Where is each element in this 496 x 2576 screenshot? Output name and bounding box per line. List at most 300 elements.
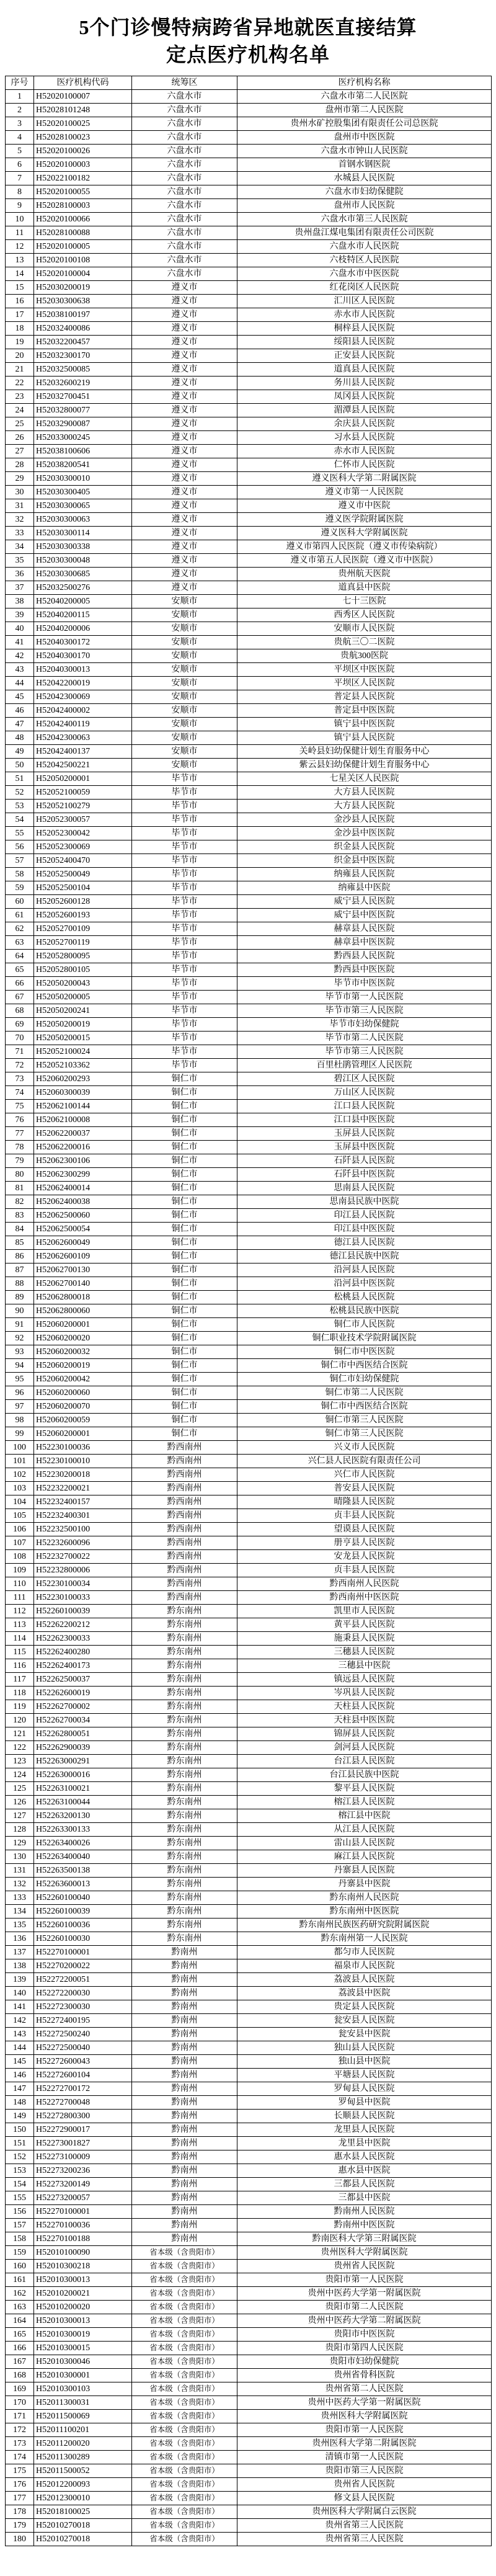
row-institution-name: 惠水县中医院: [237, 2164, 492, 2178]
row-institution-name: 毕节市中医医院: [237, 977, 492, 991]
row-index: 62: [6, 922, 34, 936]
row-region: 遵义市: [132, 336, 237, 349]
row-index: 89: [6, 1291, 34, 1304]
row-region: 六盘水市: [132, 213, 237, 226]
row-institution-code: H52052400470: [34, 854, 132, 868]
row-index: 34: [6, 540, 34, 554]
row-index: 138: [6, 1959, 34, 1973]
row-institution-name: 麻江县人民医院: [237, 1850, 492, 1864]
row-institution-code: H52042400137: [34, 745, 132, 759]
table-row: [6, 1004, 492, 1018]
row-region: 遵义市: [132, 458, 237, 472]
row-region: 毕节市: [132, 786, 237, 800]
row-index: 151: [6, 2137, 34, 2150]
row-institution-name: 贵阳市第二人民医院: [237, 2301, 492, 2314]
row-institution-code: H52060200060: [34, 1386, 132, 1400]
row-institution-code: H52272200030: [34, 1987, 132, 2000]
row-index: 29: [6, 472, 34, 486]
row-institution-code: H52263600013: [34, 1878, 132, 1891]
row-index: 100: [6, 1441, 34, 1455]
row-institution-code: H52060200001: [34, 1427, 132, 1441]
row-region: 省本级（含贵阳市）: [132, 2478, 237, 2492]
table-row: [6, 827, 492, 840]
row-institution-name: 西秀区人民医院: [237, 608, 492, 622]
row-region: 铜仁市: [132, 1195, 237, 1209]
row-region: 黔东南州: [132, 1932, 237, 1946]
row-region: 毕节市: [132, 922, 237, 936]
row-institution-name: 江口县中医医院: [237, 1113, 492, 1127]
table-row: [6, 1591, 492, 1605]
row-institution-name: 贵州医科大学附属医院: [237, 2246, 492, 2260]
table-row: [6, 1113, 492, 1127]
row-region: 遵义市: [132, 581, 237, 595]
row-institution-name: 清镇市第一人民医院: [237, 2451, 492, 2464]
table-row: [6, 1182, 492, 1195]
row-index: 63: [6, 936, 34, 950]
table-row: [6, 840, 492, 854]
row-institution-name: 黔西县中医医院: [237, 963, 492, 977]
row-region: 六盘水市: [132, 267, 237, 281]
table-row: [6, 2301, 492, 2314]
row-institution-code: H52260100039: [34, 1905, 132, 1919]
row-region: 黔南州: [132, 2205, 237, 2219]
row-institution-name: 龙里县人民医院: [237, 2123, 492, 2137]
row-institution-code: H52273001827: [34, 2137, 132, 2150]
row-region: 黔南州: [132, 2191, 237, 2205]
row-institution-code: H52232800006: [34, 1564, 132, 1577]
row-institution-name: 思南县民族中医院: [237, 1195, 492, 1209]
row-index: 33: [6, 527, 34, 540]
row-index: 25: [6, 417, 34, 431]
row-region: 省本级（含贵阳市）: [132, 2464, 237, 2478]
table-row: [6, 786, 492, 800]
table-row: [6, 472, 492, 486]
row-index: 141: [6, 2000, 34, 2014]
row-region: 黔东南州: [132, 1796, 237, 1809]
row-index: 9: [6, 199, 34, 213]
row-index: 47: [6, 718, 34, 731]
row-index: 76: [6, 1113, 34, 1127]
row-region: 遵义市: [132, 377, 237, 390]
table-row: [6, 1495, 492, 1509]
row-institution-name: 晴隆县人民医院: [237, 1495, 492, 1509]
row-institution-code: H52020100025: [34, 117, 132, 131]
row-index: 60: [6, 895, 34, 909]
row-index: 70: [6, 1032, 34, 1045]
row-institution-name: 三都县人民医院: [237, 2178, 492, 2191]
table-row: [6, 1523, 492, 1536]
row-index: 178: [6, 2505, 34, 2519]
row-index: 43: [6, 663, 34, 677]
row-institution-name: 毕节市第一人民医院: [237, 991, 492, 1004]
table-row: [6, 1195, 492, 1209]
row-index: 162: [6, 2287, 34, 2301]
row-institution-code: H52010300013: [34, 2273, 132, 2287]
row-institution-code: H52270100001: [34, 1946, 132, 1959]
row-institution-code: H52062600109: [34, 1250, 132, 1263]
row-region: 遵义市: [132, 417, 237, 431]
row-region: 遵义市: [132, 308, 237, 322]
row-region: 黔东南州: [132, 1659, 237, 1673]
row-institution-name: 镇宁县人民医院: [237, 731, 492, 745]
row-institution-code: H52272800300: [34, 2110, 132, 2123]
row-region: 铜仁市: [132, 1127, 237, 1141]
row-institution-code: H52262600019: [34, 1687, 132, 1700]
row-institution-code: H52060200019: [34, 1359, 132, 1373]
row-index: 167: [6, 2355, 34, 2369]
row-institution-name: 沿河县中医医院: [237, 1277, 492, 1291]
row-institution-code: H52050200019: [34, 1018, 132, 1032]
table-row: [6, 2314, 492, 2328]
row-region: 黔东南州: [132, 1632, 237, 1646]
row-institution-code: H52270100188: [34, 2232, 132, 2246]
table-row: [6, 568, 492, 581]
row-institution-name: 织金县中医医院: [237, 854, 492, 868]
row-institution-name: 湄潭县人民医院: [237, 404, 492, 417]
row-institution-name: 平坝区中医医院: [237, 663, 492, 677]
table-row: [6, 1100, 492, 1113]
table-row: [6, 2110, 492, 2123]
row-institution-code: H52010300103: [34, 2382, 132, 2396]
table-row: [6, 1987, 492, 2000]
row-region: 铜仁市: [132, 1168, 237, 1182]
row-index: 143: [6, 2028, 34, 2041]
row-institution-code: H52262700034: [34, 1714, 132, 1727]
row-institution-code: H52052600193: [34, 909, 132, 922]
row-institution-name: 余庆县人民医院: [237, 417, 492, 431]
row-region: 毕节市: [132, 909, 237, 922]
row-region: 铜仁市: [132, 1100, 237, 1113]
row-institution-code: H52270100036: [34, 2219, 132, 2232]
table-row: [6, 363, 492, 377]
row-index: 31: [6, 499, 34, 513]
row-index: 116: [6, 1659, 34, 1673]
row-index: 161: [6, 2273, 34, 2287]
row-region: 黔西南州: [132, 1564, 237, 1577]
row-institution-code: H52263100021: [34, 1782, 132, 1796]
row-region: 省本级（含贵阳市）: [132, 2287, 237, 2301]
row-region: 黔南州: [132, 2178, 237, 2191]
row-index: 145: [6, 2055, 34, 2069]
row-institution-code: H52038200541: [34, 458, 132, 472]
row-institution-name: 贵航三〇二医院: [237, 636, 492, 649]
row-institution-name: 铜仁市中医医院: [237, 1345, 492, 1359]
row-index: 78: [6, 1141, 34, 1154]
row-region: 遵义市: [132, 472, 237, 486]
row-region: 省本级（含贵阳市）: [132, 2260, 237, 2273]
row-region: 省本级（含贵阳市）: [132, 2382, 237, 2396]
table-row: [6, 690, 492, 704]
table-row: [6, 158, 492, 172]
row-institution-code: H52262200212: [34, 1618, 132, 1632]
row-institution-code: H52040200006: [34, 622, 132, 636]
row-region: 遵义市: [132, 445, 237, 458]
row-institution-code: H52272300030: [34, 2000, 132, 2014]
table-row: [6, 2355, 492, 2369]
table-row: [6, 2028, 492, 2041]
row-index: 153: [6, 2164, 34, 2178]
table-row: [6, 213, 492, 226]
table-row: [6, 2150, 492, 2164]
row-institution-name: 黔西县人民医院: [237, 950, 492, 963]
row-institution-code: H52052300069: [34, 840, 132, 854]
row-region: 黔南州: [132, 2096, 237, 2110]
row-institution-name: 兴仁市人民医院: [237, 1468, 492, 1482]
row-index: 20: [6, 349, 34, 363]
row-institution-code: H52062100008: [34, 1113, 132, 1127]
row-index: 10: [6, 213, 34, 226]
row-index: 149: [6, 2110, 34, 2123]
row-region: 铜仁市: [132, 1263, 237, 1277]
row-region: 黔南州: [132, 2069, 237, 2082]
document-title-line-1: 5个门诊慢特病跨省异地就医直接结算: [79, 16, 417, 38]
row-index: 7: [6, 172, 34, 185]
row-index: 140: [6, 1987, 34, 2000]
row-index: 104: [6, 1495, 34, 1509]
row-institution-code: H52012200093: [34, 2478, 132, 2492]
row-region: 省本级（含贵阳市）: [132, 2505, 237, 2519]
row-institution-name: 正安县人民医院: [237, 349, 492, 363]
row-institution-code: H52042200019: [34, 677, 132, 690]
row-institution-code: H52260100040: [34, 1891, 132, 1905]
row-index: 48: [6, 731, 34, 745]
row-institution-name: 首钢水钢医院: [237, 158, 492, 172]
table-row: [6, 2137, 492, 2150]
row-index: 42: [6, 649, 34, 663]
row-institution-name: 七星关区人民医院: [237, 772, 492, 786]
table-row: [6, 2232, 492, 2246]
row-institution-code: H52028100088: [34, 226, 132, 240]
table-row: [6, 1359, 492, 1373]
row-index: 2: [6, 104, 34, 117]
row-region: 安顺市: [132, 718, 237, 731]
row-index: 129: [6, 1837, 34, 1850]
row-institution-name: 贵航300医院: [237, 649, 492, 663]
row-index: 164: [6, 2314, 34, 2328]
row-index: 94: [6, 1359, 34, 1373]
row-index: 28: [6, 458, 34, 472]
table-row: [6, 1714, 492, 1727]
row-institution-name: 福泉市人民医院: [237, 1959, 492, 1973]
row-index: 75: [6, 1100, 34, 1113]
row-index: 88: [6, 1277, 34, 1291]
row-institution-code: H52042400119: [34, 718, 132, 731]
row-institution-code: H52230200018: [34, 1468, 132, 1482]
row-index: 165: [6, 2328, 34, 2342]
row-index: 152: [6, 2150, 34, 2164]
row-institution-name: 沿河县人民医院: [237, 1263, 492, 1277]
row-index: 54: [6, 813, 34, 827]
row-region: 省本级（含贵阳市）: [132, 2355, 237, 2369]
row-region: 黔东南州: [132, 1782, 237, 1796]
table-row: [6, 1455, 492, 1468]
row-index: 45: [6, 690, 34, 704]
row-institution-name: 赤水市人民医院: [237, 445, 492, 458]
table-row: [6, 2082, 492, 2096]
table-row: [6, 1905, 492, 1919]
row-index: 147: [6, 2082, 34, 2096]
row-region: 毕节市: [132, 950, 237, 963]
table-row: [6, 1878, 492, 1891]
table-row: [6, 2492, 492, 2505]
row-institution-code: H52260100039: [34, 1605, 132, 1618]
row-institution-code: H52010300001: [34, 2369, 132, 2382]
table-row: [6, 1209, 492, 1223]
row-institution-code: H52030300338: [34, 540, 132, 554]
table-row: [6, 1386, 492, 1400]
row-institution-name: 平坝区人民医院: [237, 677, 492, 690]
column-header-region: 统筹区: [132, 76, 237, 90]
row-institution-code: H52062700140: [34, 1277, 132, 1291]
row-region: 省本级（含贵阳市）: [132, 2369, 237, 2382]
row-index: 37: [6, 581, 34, 595]
row-region: 黔南州: [132, 2041, 237, 2055]
row-index: 87: [6, 1263, 34, 1277]
row-institution-name: 榕江县人民医院: [237, 1796, 492, 1809]
table-row: [6, 2437, 492, 2451]
row-index: 171: [6, 2410, 34, 2423]
table-row: [6, 963, 492, 977]
row-index: 17: [6, 308, 34, 322]
row-index: 113: [6, 1618, 34, 1632]
table-row: [6, 1373, 492, 1386]
row-index: 82: [6, 1195, 34, 1209]
row-index: 134: [6, 1905, 34, 1919]
table-row: [6, 881, 492, 895]
row-institution-code: H52230100036: [34, 1441, 132, 1455]
row-institution-name: 百里杜鹃管理区人民医院: [237, 1059, 492, 1072]
row-institution-name: 贵州中医药大学第一附属医院: [237, 2396, 492, 2410]
row-institution-name: 铜仁市第二人民医院: [237, 1386, 492, 1400]
row-institution-name: 安顺市人民医院: [237, 622, 492, 636]
table-row: [6, 950, 492, 963]
row-institution-code: H52042400002: [34, 704, 132, 718]
table-row: [6, 2369, 492, 2382]
row-institution-name: 贵阳市中医医院: [237, 2328, 492, 2342]
row-index: 177: [6, 2492, 34, 2505]
row-institution-name: 铜仁市第三人民医院: [237, 1414, 492, 1427]
table-row: [6, 1605, 492, 1618]
row-index: 180: [6, 2533, 34, 2546]
row-institution-code: H52062300299: [34, 1168, 132, 1182]
row-index: 66: [6, 977, 34, 991]
row-index: 106: [6, 1523, 34, 1536]
row-region: 省本级（含贵阳市）: [132, 2396, 237, 2410]
row-region: 毕节市: [132, 827, 237, 840]
table-row: [6, 1427, 492, 1441]
table-row: [6, 1564, 492, 1577]
row-region: 毕节市: [132, 895, 237, 909]
row-index: 142: [6, 2014, 34, 2028]
row-region: 六盘水市: [132, 254, 237, 267]
row-index: 21: [6, 363, 34, 377]
row-index: 95: [6, 1373, 34, 1386]
row-index: 52: [6, 786, 34, 800]
row-index: 102: [6, 1468, 34, 1482]
table-row: [6, 1700, 492, 1714]
row-index: 148: [6, 2096, 34, 2110]
row-region: 铜仁市: [132, 1386, 237, 1400]
row-institution-code: H52011200020: [34, 2437, 132, 2451]
row-institution-code: H52273200236: [34, 2164, 132, 2178]
row-institution-code: H52040300013: [34, 663, 132, 677]
row-region: 黔西南州: [132, 1495, 237, 1509]
row-institution-code: H52272900017: [34, 2123, 132, 2137]
row-institution-code: H52272200051: [34, 1973, 132, 1987]
row-index: 13: [6, 254, 34, 267]
row-institution-name: 六盘水市第二人民医院: [237, 90, 492, 104]
row-institution-name: 松桃县民族中医院: [237, 1304, 492, 1318]
row-region: 黔南州: [132, 2055, 237, 2069]
row-region: 省本级（含贵阳市）: [132, 2301, 237, 2314]
row-institution-name: 兴义市人民医院: [237, 1441, 492, 1455]
table-row: [6, 1250, 492, 1263]
row-institution-name: 贵州航天医院: [237, 568, 492, 581]
row-index: 136: [6, 1932, 34, 1946]
row-institution-name: 雷山县人民医院: [237, 1837, 492, 1850]
row-index: 131: [6, 1864, 34, 1878]
row-region: 黔东南州: [132, 1809, 237, 1823]
row-institution-name: 铜仁市人民医院: [237, 1318, 492, 1332]
row-institution-code: H52030300065: [34, 499, 132, 513]
row-institution-code: H52020100004: [34, 267, 132, 281]
row-index: 86: [6, 1250, 34, 1263]
row-institution-code: H52263400026: [34, 1837, 132, 1850]
row-region: 铜仁市: [132, 1141, 237, 1154]
row-index: 58: [6, 868, 34, 881]
table-row: [6, 759, 492, 772]
row-index: 150: [6, 2123, 34, 2137]
row-institution-code: H52230100033: [34, 1591, 132, 1605]
row-index: 146: [6, 2069, 34, 2082]
row-institution-code: H52010300046: [34, 2355, 132, 2369]
row-region: 铜仁市: [132, 1373, 237, 1386]
row-region: 黔南州: [132, 2082, 237, 2096]
row-region: 安顺市: [132, 622, 237, 636]
row-index: 137: [6, 1946, 34, 1959]
row-institution-code: H52042500221: [34, 759, 132, 772]
row-index: 26: [6, 431, 34, 445]
row-institution-code: H52052100279: [34, 800, 132, 813]
row-region: 黔东南州: [132, 1891, 237, 1905]
row-institution-name: 遵义医科大学第二附属医院: [237, 472, 492, 486]
table-row: [6, 281, 492, 295]
table-row: [6, 813, 492, 827]
row-region: 遵义市: [132, 281, 237, 295]
row-institution-name: 万山区人民医院: [237, 1086, 492, 1100]
table-row: [6, 2014, 492, 2028]
row-institution-code: H52033000245: [34, 431, 132, 445]
table-row: [6, 90, 492, 104]
table-row: [6, 1632, 492, 1646]
row-index: 39: [6, 608, 34, 622]
row-institution-name: 龙里县中医院: [237, 2137, 492, 2150]
row-institution-name: 贵州医科大学附属医院: [237, 2410, 492, 2423]
row-institution-code: H52270100001: [34, 2205, 132, 2219]
row-index: 8: [6, 185, 34, 199]
row-index: 160: [6, 2260, 34, 2273]
table-row: [6, 1973, 492, 1987]
row-region: 遵义市: [132, 349, 237, 363]
row-region: 黔南州: [132, 2028, 237, 2041]
row-institution-name: 贞丰县人民医院: [237, 1509, 492, 1523]
table-row: [6, 349, 492, 363]
row-region: 黔南州: [132, 1973, 237, 1987]
row-institution-name: 威宁县人民医院: [237, 895, 492, 909]
row-institution-code: H52263500138: [34, 1864, 132, 1878]
row-institution-code: H52232700022: [34, 1550, 132, 1564]
row-region: 六盘水市: [132, 145, 237, 158]
